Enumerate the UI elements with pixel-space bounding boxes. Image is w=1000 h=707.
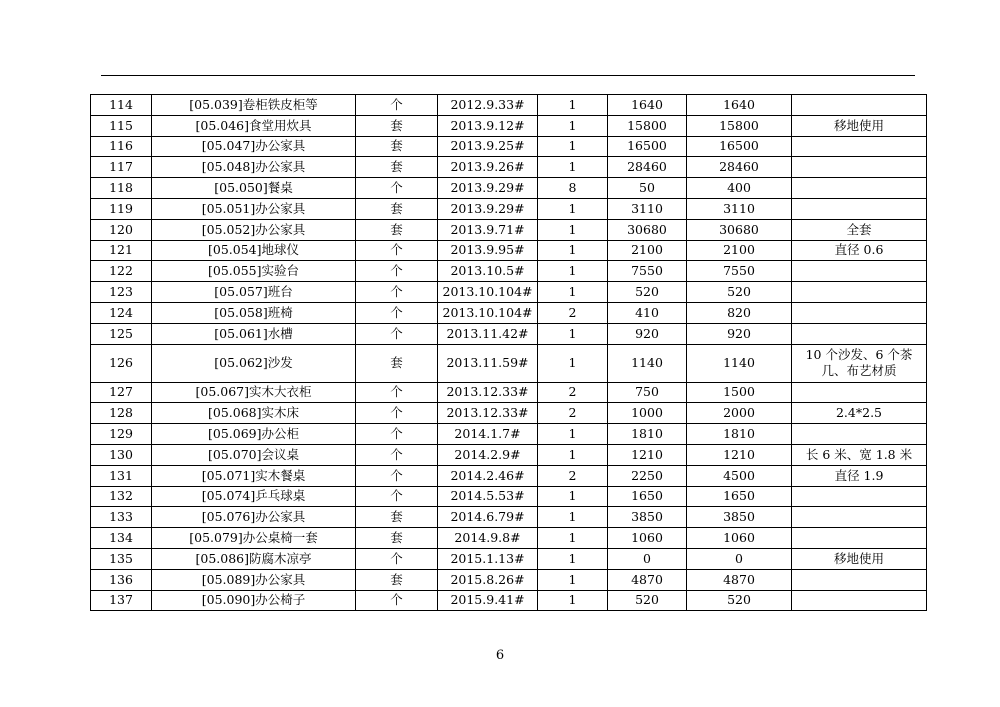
table-body — [91, 95, 927, 611]
unit-cell: 个 — [356, 486, 438, 507]
unit-price-cell: 7550 — [608, 261, 687, 282]
table-row — [91, 115, 927, 136]
voucher-date-cell: 2013.9.29# — [438, 198, 538, 219]
table-row — [91, 198, 927, 219]
table-row — [91, 261, 927, 282]
item-name-cell: [05.086]防腐木凉亭 — [152, 548, 356, 569]
amount-cell: 1650 — [687, 486, 792, 507]
unit-cell: 个 — [356, 382, 438, 403]
amount-cell: 4500 — [687, 465, 792, 486]
voucher-date-cell: 2014.1.7# — [438, 424, 538, 445]
item-name-cell: [05.050]餐桌 — [152, 178, 356, 199]
quantity-cell: 1 — [538, 344, 608, 382]
remark-cell — [792, 302, 927, 323]
amount-cell: 1140 — [687, 344, 792, 382]
row-number-cell: 115 — [91, 115, 152, 136]
unit-price-cell: 4870 — [608, 569, 687, 590]
row-number-cell: 129 — [91, 424, 152, 445]
table-row — [91, 444, 927, 465]
row-number-cell: 134 — [91, 528, 152, 549]
unit-cell: 套 — [356, 136, 438, 157]
unit-cell: 套 — [356, 198, 438, 219]
row-number-cell: 136 — [91, 569, 152, 590]
amount-cell: 520 — [687, 590, 792, 611]
row-number-cell: 131 — [91, 465, 152, 486]
row-number-cell: 126 — [91, 344, 152, 382]
row-number-cell: 122 — [91, 261, 152, 282]
row-number-cell: 118 — [91, 178, 152, 199]
voucher-date-cell: 2015.8.26# — [438, 569, 538, 590]
table-row — [91, 465, 927, 486]
voucher-date-cell: 2013.11.59# — [438, 344, 538, 382]
quantity-cell: 1 — [538, 198, 608, 219]
voucher-date-cell: 2013.9.71# — [438, 219, 538, 240]
item-name-cell: [05.090]办公椅子 — [152, 590, 356, 611]
page-number: 6 — [495, 648, 505, 663]
amount-cell: 30680 — [687, 219, 792, 240]
amount-cell: 920 — [687, 323, 792, 344]
quantity-cell: 1 — [538, 444, 608, 465]
quantity-cell: 2 — [538, 403, 608, 424]
unit-cell: 个 — [356, 302, 438, 323]
item-name-cell: [05.067]实木大衣柜 — [152, 382, 356, 403]
item-name-cell: [05.058]班椅 — [152, 302, 356, 323]
table-row — [91, 403, 927, 424]
voucher-date-cell: 2013.9.29# — [438, 178, 538, 199]
voucher-date-cell: 2014.2.9# — [438, 444, 538, 465]
remark-cell — [792, 157, 927, 178]
unit-cell: 套 — [356, 569, 438, 590]
table-row — [91, 323, 927, 344]
amount-cell: 3110 — [687, 198, 792, 219]
unit-cell: 个 — [356, 323, 438, 344]
unit-price-cell: 3850 — [608, 507, 687, 528]
quantity-cell: 1 — [538, 548, 608, 569]
quantity-cell: 1 — [538, 136, 608, 157]
row-number-cell: 123 — [91, 282, 152, 303]
voucher-date-cell: 2014.5.53# — [438, 486, 538, 507]
remark-cell: 2.4*2.5 — [792, 403, 927, 424]
item-name-cell: [05.047]办公家具 — [152, 136, 356, 157]
row-number-cell: 132 — [91, 486, 152, 507]
unit-price-cell: 750 — [608, 382, 687, 403]
amount-cell: 400 — [687, 178, 792, 199]
voucher-date-cell: 2014.9.8# — [438, 528, 538, 549]
voucher-date-cell: 2013.12.33# — [438, 382, 538, 403]
row-number-cell: 121 — [91, 240, 152, 261]
table-row — [91, 344, 927, 382]
voucher-date-cell: 2015.9.41# — [438, 590, 538, 611]
item-name-cell: [05.039]卷柜铁皮柜等 — [152, 95, 356, 116]
amount-cell: 15800 — [687, 115, 792, 136]
voucher-date-cell: 2013.9.25# — [438, 136, 538, 157]
unit-cell: 套 — [356, 157, 438, 178]
amount-cell: 0 — [687, 548, 792, 569]
quantity-cell: 1 — [538, 569, 608, 590]
item-name-cell: [05.076]办公家具 — [152, 507, 356, 528]
row-number-cell: 116 — [91, 136, 152, 157]
unit-price-cell: 15800 — [608, 115, 687, 136]
voucher-date-cell: 2013.12.33# — [438, 403, 538, 424]
item-name-cell: [05.051]办公家具 — [152, 198, 356, 219]
table-row — [91, 548, 927, 569]
table-row — [91, 528, 927, 549]
amount-cell: 1640 — [687, 95, 792, 116]
quantity-cell: 1 — [538, 507, 608, 528]
table-row — [91, 282, 927, 303]
item-name-cell: [05.068]实木床 — [152, 403, 356, 424]
unit-price-cell: 16500 — [608, 136, 687, 157]
table-row — [91, 219, 927, 240]
quantity-cell: 1 — [538, 282, 608, 303]
table-row — [91, 178, 927, 199]
remark-cell — [792, 507, 927, 528]
quantity-cell: 1 — [538, 261, 608, 282]
unit-price-cell: 410 — [608, 302, 687, 323]
quantity-cell: 1 — [538, 115, 608, 136]
quantity-cell: 1 — [538, 528, 608, 549]
remark-cell — [792, 136, 927, 157]
unit-cell: 个 — [356, 465, 438, 486]
remark-cell — [792, 424, 927, 445]
unit-price-cell: 1060 — [608, 528, 687, 549]
row-number-cell: 137 — [91, 590, 152, 611]
table-row — [91, 590, 927, 611]
item-name-cell: [05.070]会议桌 — [152, 444, 356, 465]
remark-cell: 直径 1.9 — [792, 465, 927, 486]
remark-cell: 全套 — [792, 219, 927, 240]
unit-price-cell: 1210 — [608, 444, 687, 465]
unit-cell: 个 — [356, 178, 438, 199]
unit-cell: 个 — [356, 444, 438, 465]
amount-cell: 3850 — [687, 507, 792, 528]
row-number-cell: 120 — [91, 219, 152, 240]
unit-price-cell: 2100 — [608, 240, 687, 261]
quantity-cell: 1 — [538, 157, 608, 178]
unit-price-cell: 28460 — [608, 157, 687, 178]
row-number-cell: 128 — [91, 403, 152, 424]
quantity-cell: 1 — [538, 219, 608, 240]
table-row — [91, 95, 927, 116]
unit-cell: 个 — [356, 590, 438, 611]
voucher-date-cell: 2014.2.46# — [438, 465, 538, 486]
unit-price-cell: 1140 — [608, 344, 687, 382]
remark-cell — [792, 282, 927, 303]
amount-cell: 820 — [687, 302, 792, 323]
quantity-cell: 1 — [538, 424, 608, 445]
remark-cell — [792, 590, 927, 611]
remark-cell — [792, 486, 927, 507]
table-row — [91, 136, 927, 157]
unit-price-cell: 520 — [608, 282, 687, 303]
item-name-cell: [05.054]地球仪 — [152, 240, 356, 261]
quantity-cell: 2 — [538, 465, 608, 486]
item-name-cell: [05.055]实验台 — [152, 261, 356, 282]
remark-cell — [792, 382, 927, 403]
unit-price-cell: 50 — [608, 178, 687, 199]
remark-cell — [792, 528, 927, 549]
row-number-cell: 130 — [91, 444, 152, 465]
quantity-cell: 1 — [538, 486, 608, 507]
item-name-cell: [05.069]办公柜 — [152, 424, 356, 445]
row-number-cell: 124 — [91, 302, 152, 323]
voucher-date-cell: 2012.9.33# — [438, 95, 538, 116]
row-number-cell: 127 — [91, 382, 152, 403]
unit-price-cell: 2250 — [608, 465, 687, 486]
quantity-cell: 1 — [538, 590, 608, 611]
table-row — [91, 569, 927, 590]
quantity-cell: 8 — [538, 178, 608, 199]
voucher-date-cell: 2013.10.5# — [438, 261, 538, 282]
item-name-cell: [05.062]沙发 — [152, 344, 356, 382]
row-number-cell: 135 — [91, 548, 152, 569]
voucher-date-cell: 2014.6.79# — [438, 507, 538, 528]
amount-cell: 28460 — [687, 157, 792, 178]
remark-cell: 移地使用 — [792, 115, 927, 136]
table-row — [91, 486, 927, 507]
item-name-cell: [05.079]办公桌椅一套 — [152, 528, 356, 549]
table-row — [91, 382, 927, 403]
amount-cell: 16500 — [687, 136, 792, 157]
voucher-date-cell: 2013.10.104# — [438, 282, 538, 303]
unit-cell: 个 — [356, 240, 438, 261]
row-number-cell: 119 — [91, 198, 152, 219]
table-row — [91, 157, 927, 178]
item-name-cell: [05.048]办公家具 — [152, 157, 356, 178]
voucher-date-cell: 2015.1.13# — [438, 548, 538, 569]
item-name-cell: [05.061]水槽 — [152, 323, 356, 344]
remark-cell — [792, 95, 927, 116]
remark-cell: 长 6 米、宽 1.8 米 — [792, 444, 927, 465]
amount-cell: 2100 — [687, 240, 792, 261]
unit-cell: 个 — [356, 424, 438, 445]
item-name-cell: [05.057]班台 — [152, 282, 356, 303]
voucher-date-cell: 2013.11.42# — [438, 323, 538, 344]
amount-cell: 4870 — [687, 569, 792, 590]
unit-cell: 套 — [356, 528, 438, 549]
unit-cell: 个 — [356, 282, 438, 303]
row-number-cell: 125 — [91, 323, 152, 344]
voucher-date-cell: 2013.10.104# — [438, 302, 538, 323]
item-name-cell: [05.071]实木餐桌 — [152, 465, 356, 486]
voucher-date-cell: 2013.9.95# — [438, 240, 538, 261]
item-name-cell: [05.052]办公家具 — [152, 219, 356, 240]
remark-cell — [792, 261, 927, 282]
unit-cell: 套 — [356, 344, 438, 382]
remark-cell: 直径 0.6 — [792, 240, 927, 261]
remark-cell — [792, 178, 927, 199]
remark-cell — [792, 569, 927, 590]
asset-table — [90, 94, 927, 611]
amount-cell: 1210 — [687, 444, 792, 465]
unit-price-cell: 3110 — [608, 198, 687, 219]
unit-price-cell: 30680 — [608, 219, 687, 240]
remark-cell — [792, 198, 927, 219]
item-name-cell: [05.089]办公家具 — [152, 569, 356, 590]
voucher-date-cell: 2013.9.26# — [438, 157, 538, 178]
table-row — [91, 240, 927, 261]
unit-cell: 个 — [356, 95, 438, 116]
amount-cell: 1500 — [687, 382, 792, 403]
quantity-cell: 1 — [538, 95, 608, 116]
unit-price-cell: 0 — [608, 548, 687, 569]
unit-cell: 套 — [356, 507, 438, 528]
item-name-cell: [05.074]乒乓球桌 — [152, 486, 356, 507]
unit-price-cell: 520 — [608, 590, 687, 611]
unit-cell: 个 — [356, 548, 438, 569]
unit-price-cell: 1000 — [608, 403, 687, 424]
amount-cell: 1810 — [687, 424, 792, 445]
item-name-cell: [05.046]食堂用炊具 — [152, 115, 356, 136]
table-row — [91, 424, 927, 445]
unit-price-cell: 1640 — [608, 95, 687, 116]
header-rule — [101, 75, 915, 76]
quantity-cell: 2 — [538, 382, 608, 403]
amount-cell: 520 — [687, 282, 792, 303]
quantity-cell: 1 — [538, 240, 608, 261]
unit-cell: 套 — [356, 115, 438, 136]
quantity-cell: 2 — [538, 302, 608, 323]
amount-cell: 1060 — [687, 528, 792, 549]
quantity-cell: 1 — [538, 323, 608, 344]
unit-price-cell: 920 — [608, 323, 687, 344]
remark-cell: 10 个沙发、6 个茶几、布艺材质 — [792, 344, 927, 382]
amount-cell: 7550 — [687, 261, 792, 282]
table-row — [91, 507, 927, 528]
remark-cell — [792, 323, 927, 344]
unit-price-cell: 1650 — [608, 486, 687, 507]
voucher-date-cell: 2013.9.12# — [438, 115, 538, 136]
row-number-cell: 133 — [91, 507, 152, 528]
row-number-cell: 117 — [91, 157, 152, 178]
unit-cell: 套 — [356, 219, 438, 240]
unit-cell: 个 — [356, 403, 438, 424]
remark-cell: 移地使用 — [792, 548, 927, 569]
unit-cell: 个 — [356, 261, 438, 282]
table-row — [91, 302, 927, 323]
unit-price-cell: 1810 — [608, 424, 687, 445]
row-number-cell: 114 — [91, 95, 152, 116]
amount-cell: 2000 — [687, 403, 792, 424]
